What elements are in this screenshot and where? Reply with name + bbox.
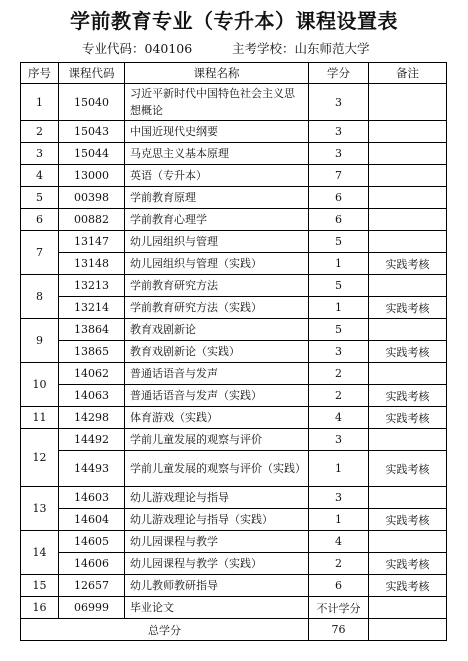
table-row [21,121,447,143]
table-row [21,319,447,341]
name-cell: 幼儿园组织与管理 [125,231,309,253]
note-cell: 实践考核 [369,575,447,597]
note-cell: 实践考核 [369,297,447,319]
credit-cell: 4 [309,531,369,553]
credit-cell: 3 [309,341,369,363]
seq-cell: 9 [21,319,59,363]
note-cell [369,487,447,509]
name-cell: 体育游戏（实践） [125,407,309,429]
table-row [21,451,447,487]
table-row [21,143,447,165]
header-note: 备注 [369,63,447,84]
note-cell [369,429,447,451]
seq-cell: 10 [21,363,59,407]
credit-cell: 6 [309,209,369,231]
seq-cell: 11 [21,407,59,429]
code-cell: 13214 [59,297,125,319]
total-credit: 76 [309,619,369,641]
code-cell: 00398 [59,187,125,209]
table-row [21,84,447,121]
code-cell: 15043 [59,121,125,143]
table-row [21,209,447,231]
code-cell: 14604 [59,509,125,531]
credit-cell: 7 [309,165,369,187]
header-seq: 序号 [21,63,59,84]
note-cell: 实践考核 [369,253,447,275]
table-row [21,553,447,575]
name-cell: 学前儿童发展的观察与评价 [125,429,309,451]
code-cell: 13213 [59,275,125,297]
note-cell [369,187,447,209]
name-cell: 学前教育研究方法 [125,275,309,297]
credit-cell: 2 [309,363,369,385]
header-name: 课程名称 [125,63,309,84]
name-cell: 幼儿教师教研指导 [125,575,309,597]
name-cell: 毕业论文 [125,597,309,619]
name-cell: 幼儿园课程与教学 [125,531,309,553]
note-cell: 实践考核 [369,509,447,531]
seq-cell: 4 [21,165,59,187]
credit-cell: 5 [309,319,369,341]
note-cell [369,231,447,253]
seq-cell: 13 [21,487,59,531]
code-cell: 14492 [59,429,125,451]
code-cell: 15040 [59,84,125,121]
credit-cell: 1 [309,509,369,531]
table-row [21,231,447,253]
credit-cell: 3 [309,487,369,509]
credit-cell: 1 [309,253,369,275]
note-cell: 实践考核 [369,385,447,407]
name-cell: 普通话语音与发声 [125,363,309,385]
credit-cell: 5 [309,231,369,253]
code-cell: 14493 [59,451,125,487]
note-cell [369,84,447,121]
table-row [21,531,447,553]
seq-cell: 2 [21,121,59,143]
credit-cell: 1 [309,451,369,487]
total-note [369,619,447,641]
host-school: 主考学校：山东师范大学 [232,41,370,56]
code-cell: 14605 [59,531,125,553]
credit-cell: 1 [309,297,369,319]
code-cell: 13864 [59,319,125,341]
seq-cell: 7 [21,231,59,275]
major-code: 专业代码：040106 [82,41,193,56]
note-cell [369,363,447,385]
table-row [21,297,447,319]
credit-cell: 2 [309,553,369,575]
seq-cell: 1 [21,84,59,121]
table-row [21,597,447,619]
name-cell: 学前教育心理学 [125,209,309,231]
note-cell [369,165,447,187]
code-cell: 14298 [59,407,125,429]
credit-cell: 3 [309,429,369,451]
seq-cell: 8 [21,275,59,319]
course-table [20,62,447,641]
name-cell: 习近平新时代中国特色社会主义思想概论 [125,84,309,121]
note-cell [369,275,447,297]
note-cell [369,319,447,341]
seq-cell: 14 [21,531,59,575]
credit-cell: 2 [309,385,369,407]
header-code: 课程代码 [59,63,125,84]
header-credit: 学分 [309,63,369,84]
name-cell: 英语（专升本） [125,165,309,187]
name-cell: 马克思主义基本原理 [125,143,309,165]
page-title: 学前教育专业（专升本）课程设置表 [70,9,398,33]
seq-cell: 12 [21,429,59,487]
note-cell [369,209,447,231]
code-cell: 13865 [59,341,125,363]
seq-cell: 16 [21,597,59,619]
table-row [21,187,447,209]
name-cell: 教育戏剧新论 [125,319,309,341]
code-cell: 15044 [59,143,125,165]
code-cell: 00882 [59,209,125,231]
table-row [21,509,447,531]
seq-cell: 15 [21,575,59,597]
name-cell: 学前教育原理 [125,187,309,209]
credit-cell: 5 [309,275,369,297]
credit-cell: 4 [309,407,369,429]
table-row [21,275,447,297]
code-cell: 14603 [59,487,125,509]
note-cell: 实践考核 [369,553,447,575]
credit-cell: 3 [309,143,369,165]
name-cell: 教育戏剧新论（实践） [125,341,309,363]
table-row [21,341,447,363]
code-cell: 13147 [59,231,125,253]
table-row [21,407,447,429]
credit-cell: 3 [309,121,369,143]
credit-cell: 6 [309,575,369,597]
code-cell: 14062 [59,363,125,385]
total-row [21,619,447,641]
seq-cell: 6 [21,209,59,231]
note-cell: 实践考核 [369,341,447,363]
table-header-row [21,63,447,84]
code-cell: 13148 [59,253,125,275]
name-cell: 幼儿园组织与管理（实践） [125,253,309,275]
credit-cell: 3 [309,84,369,121]
note-cell [369,121,447,143]
name-cell: 学前儿童发展的观察与评价（实践） [125,451,309,487]
note-cell: 实践考核 [369,407,447,429]
table-row [21,165,447,187]
code-cell: 12657 [59,575,125,597]
note-cell: 实践考核 [369,451,447,487]
name-cell: 普通话语音与发声（实践） [125,385,309,407]
name-cell: 幼儿游戏理论与指导 [125,487,309,509]
total-label: 总学分 [21,619,309,641]
seq-cell: 3 [21,143,59,165]
code-cell: 14606 [59,553,125,575]
code-cell: 13000 [59,165,125,187]
table-row [21,429,447,451]
note-cell [369,597,447,619]
code-cell: 06999 [59,597,125,619]
table-row [21,385,447,407]
table-row [21,575,447,597]
table-row [21,253,447,275]
code-cell: 14063 [59,385,125,407]
seq-cell: 5 [21,187,59,209]
credit-cell: 不计学分 [309,597,369,619]
note-cell [369,531,447,553]
name-cell: 幼儿游戏理论与指导（实践） [125,509,309,531]
name-cell: 中国近现代史纲要 [125,121,309,143]
table-row [21,363,447,385]
name-cell: 幼儿园课程与教学（实践） [125,553,309,575]
table-row [21,487,447,509]
name-cell: 学前教育研究方法（实践） [125,297,309,319]
note-cell [369,143,447,165]
credit-cell: 6 [309,187,369,209]
